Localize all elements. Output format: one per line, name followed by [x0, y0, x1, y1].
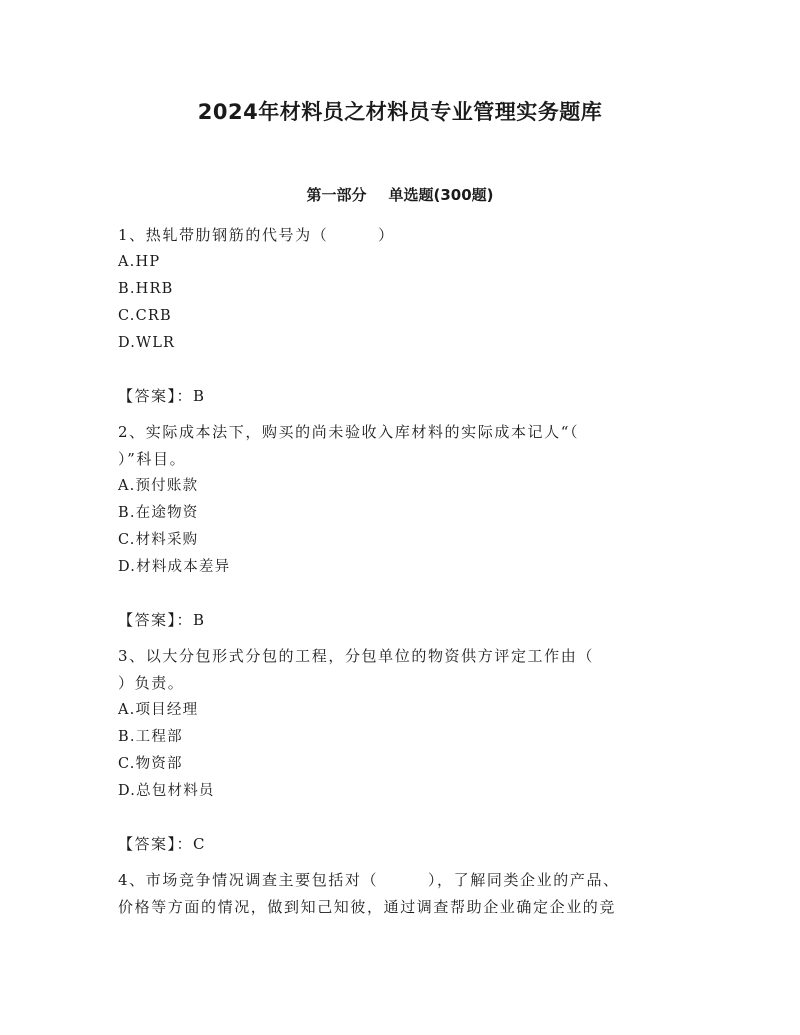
question-text: 3、以大分包形式分包的工程，分包单位的物资供方评定工作由（	[118, 647, 594, 665]
option-b: B.在途物资	[118, 505, 199, 521]
question-2	[118, 419, 678, 634]
option-a: A.HP	[118, 254, 161, 270]
option-b: B.工程部	[118, 729, 183, 745]
option-b: B.HRB	[118, 281, 174, 297]
option-a: A.项目经理	[118, 702, 199, 718]
option-c: C.CRB	[118, 308, 172, 324]
question-4	[118, 867, 678, 921]
option-a: A.预付账款	[118, 478, 199, 494]
option-c: C.材料采购	[118, 532, 199, 548]
answer-line: 【答案】：B	[118, 611, 206, 629]
option-c: C.物资部	[118, 756, 183, 772]
question-3	[118, 643, 678, 858]
question-text-continued: 价格等方面的情况，做到知己知彼，通过调查帮助企业确定企业的竞	[118, 898, 617, 916]
answer-line: 【答案】：B	[118, 387, 206, 405]
question-text: 4、市场竞争情况调查主要包括对（ ），了解同类企业的产品、	[118, 871, 620, 889]
section-label: 第一部分	[306, 186, 367, 204]
question-text-continued: ）负责。	[118, 674, 185, 692]
option-d: D.总包材料员	[118, 783, 215, 799]
answer-line: 【答案】：C	[118, 835, 206, 853]
option-d: D.WLR	[118, 335, 176, 351]
section-name: 单选题(300题)	[388, 186, 494, 204]
option-d: D.材料成本差异	[118, 559, 231, 575]
question-text: 2、实际成本法下，购买的尚未验收入库材料的实际成本记人“（	[118, 423, 580, 441]
question-text: 1、热轧带肋钢筋的代号为（ ）	[118, 226, 395, 244]
section-heading	[0, 184, 800, 205]
question-text-continued: ）”科目。	[118, 450, 187, 468]
question-1	[118, 222, 678, 410]
question-list	[118, 222, 678, 921]
document-title: 2024年材料员之材料员专业管理实务题库	[197, 100, 603, 124]
